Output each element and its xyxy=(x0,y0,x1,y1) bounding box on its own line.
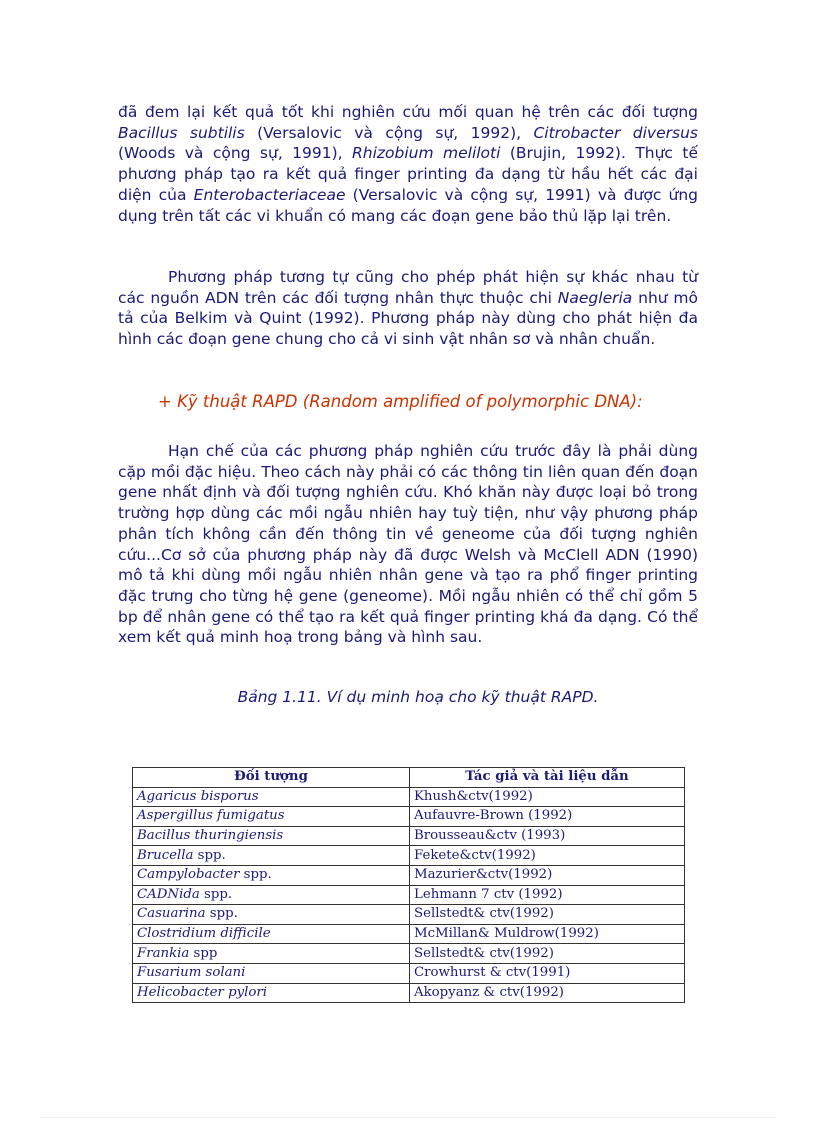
organism-cell xyxy=(133,826,410,846)
table-caption: Bảng 1.11. Ví dụ minh hoạ cho kỹ thuật RAPD. xyxy=(237,688,599,706)
table-row xyxy=(133,826,685,846)
page-bottom-divider xyxy=(40,1117,776,1118)
reference-cell: Brousseau&ctv (1993) xyxy=(410,826,685,846)
italic-term: Frankia xyxy=(137,945,190,961)
text-run: spp. xyxy=(193,847,226,863)
organism-cell xyxy=(133,924,410,944)
italic-term: Enterobacteriaceae xyxy=(193,185,346,204)
reference-cell: Sellstedt& ctv(1992) xyxy=(410,944,685,964)
table-row xyxy=(133,944,685,964)
italic-term: Naegleria xyxy=(557,288,633,307)
reference-cell: Aufauvre-Brown (1992) xyxy=(410,807,685,827)
table-header-row xyxy=(133,768,685,788)
reference-cell: McMillan& Muldrow(1992) xyxy=(410,924,685,944)
organism-cell xyxy=(133,963,410,983)
italic-term: CADNida xyxy=(137,886,200,902)
text-run: (Versalovic và cộng sự, 1992), xyxy=(244,123,534,142)
table-row xyxy=(133,865,685,885)
table-row xyxy=(133,787,685,807)
organism-cell xyxy=(133,807,410,827)
italic-term: Aspergillus fumigatus xyxy=(137,808,285,824)
italic-term: Brucella xyxy=(137,847,194,863)
italic-term: Casuarina xyxy=(137,906,206,922)
table-body xyxy=(133,787,685,1003)
reference-cell: Mazurier&ctv(1992) xyxy=(410,865,685,885)
text-run: spp. xyxy=(199,886,233,902)
italic-term: Fusarium solani xyxy=(137,965,246,981)
organism-cell xyxy=(133,983,410,1003)
italic-term: Helicobacter pylori xyxy=(137,984,267,1000)
reference-cell: Khush&ctv(1992) xyxy=(410,787,685,807)
organism-cell xyxy=(133,846,410,866)
column-header-reference: Tác giả và tài liệu dẫn xyxy=(410,768,685,788)
paragraph-rep-pcr-results xyxy=(118,102,698,226)
italic-term: Bacillus subtilis xyxy=(118,123,245,142)
italic-term: Campylobacter xyxy=(137,867,240,883)
text-run: đã đem lại kết quả tốt khi nghiên cứu mối quan hệ trên các đối tượng xyxy=(118,103,698,121)
text-run: (Woods và cộng sự, 1991), xyxy=(118,144,352,163)
text-run: (Versalovic và cộng sự, 1991) và được ứng dụng trên tất các vi khuẩn có mang các đoạn gene bảo thủ lặp lại trên. xyxy=(118,185,698,225)
organism-cell xyxy=(133,787,410,807)
italic-term: Agaricus bisporus xyxy=(137,788,259,804)
italic-term: Rhizobium meliloti xyxy=(352,144,501,163)
italic-term: Bacillus thuringiensis xyxy=(137,828,284,844)
table-row xyxy=(133,885,685,905)
table-row xyxy=(133,924,685,944)
table-row xyxy=(133,905,685,925)
table-row xyxy=(133,983,685,1003)
text-run: như mô tả của Belkim và Quint (1992). Phương pháp này dùng cho phát hiện đa hình các đoạn gene chung cho cả vi sinh vật nhân sơ và nhân chuẩn. xyxy=(118,288,698,349)
text-run: spp. xyxy=(205,906,238,922)
table-row xyxy=(133,846,685,866)
italic-term: Citrobacter diversus xyxy=(533,123,698,142)
text-run: spp. xyxy=(239,867,272,883)
column-header-organism: Đối tượng xyxy=(133,768,410,788)
paragraph-rapd-description: Hạn chế của các phương pháp nghiên cứu trước đây là phải dùng cặp mồi đặc hiệu. Theo cách này phải có các thông tin liên quan đến đoạn gene nhất định và đối tượng nghiên cứu. Khó khăn này được loại bỏ trong trường hợp dùng các mồi ngẫu nhiên hay tuỳ tiện, như vậy phương pháp phân tích không cần đến thông tin về geneome của đối tượng nghiên cứu...Cơ sở của phương pháp này đã được Welsh và McClell ADN (1990) mô tả khi dùng mồi ngẫu nhiên nhân gene và tạo ra phổ finger printing đặc trưng cho từng hệ gene (geneome). Mồi ngẫu nhiên có thể chỉ gồm 5 bp để nhân gene có thể tạo ra kết quả finger printing khá đa dạng. Có thể xem kết quả minh hoạ trong bảng và hình sau. xyxy=(118,442,698,647)
italic-term: Clostridium difficile xyxy=(137,926,271,942)
reference-cell: Fekete&ctv(1992) xyxy=(410,846,685,866)
rapd-examples-table xyxy=(132,767,685,1003)
reference-cell: Lehmann 7 ctv (1992) xyxy=(410,885,685,905)
text-run: Phương pháp tương tự cũng cho phép phát hiện sự khác nhau từ các nguồn ADN trên các đối tượng nhân thực thuộc chi xyxy=(118,268,698,307)
organism-cell xyxy=(133,944,410,964)
reference-cell: Akopyanz & ctv(1992) xyxy=(410,983,685,1003)
paragraph-naegleria xyxy=(118,267,698,350)
reference-cell: Sellstedt& ctv(1992) xyxy=(410,905,685,925)
table-row xyxy=(133,963,685,983)
reference-cell: Crowhurst & ctv(1991) xyxy=(410,963,685,983)
text-run: (Brujin, 1992). Thực tế phương pháp tạo ra kết quả finger printing đa dạng từ hầu hết các đại diện của xyxy=(118,144,698,204)
table-row xyxy=(133,807,685,827)
organism-cell xyxy=(133,885,410,905)
organism-cell xyxy=(133,905,410,925)
section-heading-rapd: + Kỹ thuật RAPD (Random amplified of polymorphic DNA): xyxy=(158,392,643,411)
organism-cell xyxy=(133,865,410,885)
text-run: spp xyxy=(189,945,218,961)
